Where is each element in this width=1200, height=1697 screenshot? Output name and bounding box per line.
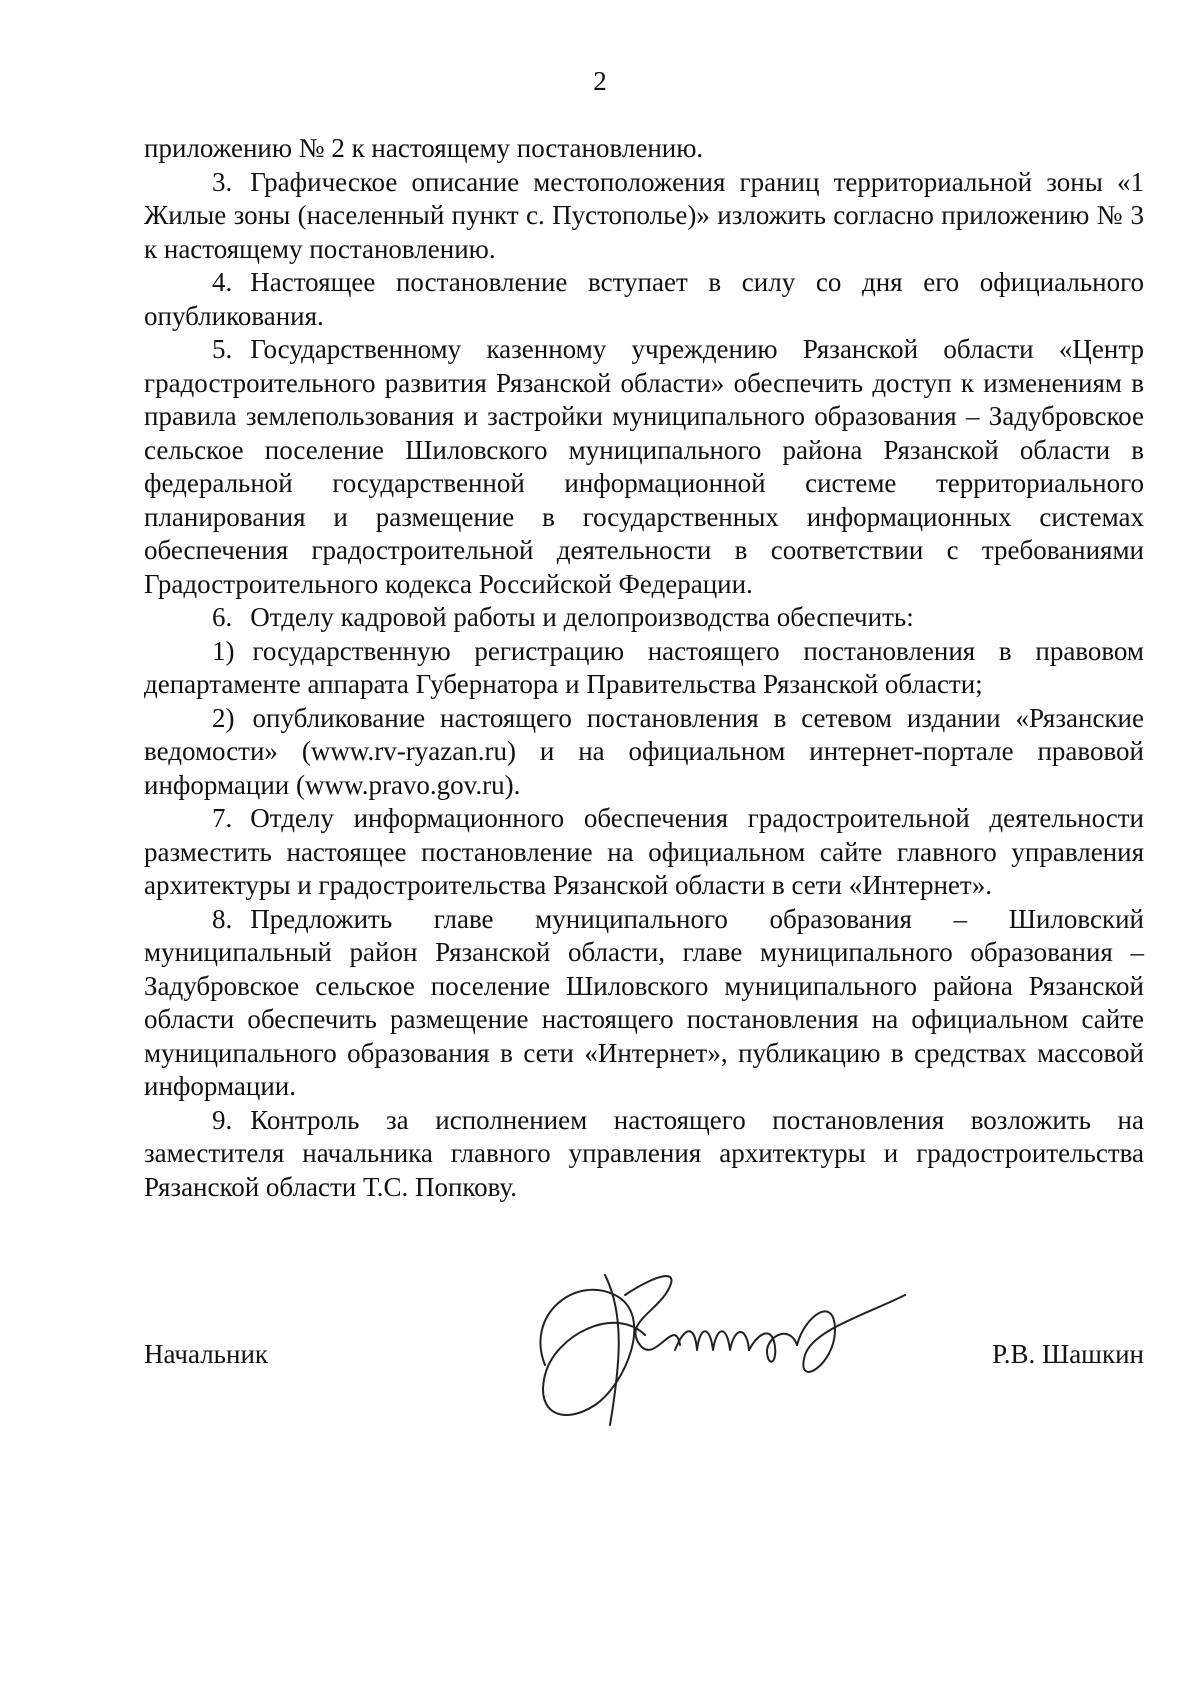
paragraph-number: 2) (212, 702, 235, 733)
paragraph-4 (144, 266, 1144, 333)
paragraph-number: 1) (212, 635, 235, 666)
paragraph-text: государственную регистрацию настоящего постановления в правовом департаменте аппарата Губернатора и Правительства Рязанской области; (144, 635, 1144, 699)
paragraph-5 (144, 333, 1144, 601)
paragraph-text: Предложить главе муниципального образования – Шиловский муниципальный район Рязанской области, главе муниципального образования – Задубровское сельское поселение Шиловского муниципального района Рязанской области обеспечить размещение настоящего постановления на официальном сайте муниципального образования в сети «Интернет», публикацию в средствах массовой информации. (144, 903, 1144, 1101)
paragraph-9 (144, 1104, 1144, 1205)
paragraph-6 (144, 601, 1144, 635)
paragraph-text: Государственному казенному учреждению Рязанской области «Центр градостроительного развития Рязанской области» обеспечить доступ к изменениям в правила землепользования и застройки муниципального образования – Задубровское сельское поселение Шиловского муниципального района Рязанской области в федеральной государственной информационной системе территориального планирования и размещение в государственных информационных системах обеспечения градостроительной деятельности в соответствии с требованиями Градостроительного кодекса Российской Федерации. (144, 334, 1144, 599)
paragraph-continuation (144, 132, 1144, 166)
paragraph-text: Контроль за исполнением настоящего постановления возложить на заместителя начальника главного управления архитектуры и градостроительства Рязанской области Т.С. Попкову. (144, 1104, 1144, 1202)
paragraph-number: 7. (212, 803, 233, 833)
paragraph-text: приложению № 2 к настоящему постановлению. (144, 133, 704, 163)
paragraph-text: Отделу кадровой работы и делопроизводства обеспечить: (250, 602, 914, 632)
paragraph-8 (144, 903, 1144, 1104)
page-number: 2 (593, 66, 607, 96)
paragraph-number: 6. (212, 602, 233, 632)
paragraph-text: опубликование настоящего постановления в сетевом издании «Рязанские ведомости» (www.rv-ryazan.ru) и на официальном интернет-портале правовой информации (www.pravo.gov.ru). (144, 702, 1144, 800)
document-body (144, 132, 1144, 1204)
paragraph-text: Настоящее постановление вступает в силу со дня его официального опубликования. (144, 267, 1144, 331)
subparagraph-2 (144, 702, 1144, 803)
paragraph-number: 9. (212, 1104, 233, 1135)
signature-block (144, 1338, 1144, 1378)
signatory-title: Начальник (144, 1339, 269, 1369)
paragraph-text: Отделу информационного обеспечения градостроительной деятельности разместить настоящее постановление на официальном сайте главного управления архитектуры и градостроительства Рязанской области в сети «Интернет». (144, 803, 1144, 900)
paragraph-number: 8. (212, 903, 233, 934)
paragraph-3 (144, 166, 1144, 267)
paragraph-number: 5. (212, 334, 233, 364)
paragraph-text: Графическое описание местоположения границ территориальной зоны «1 Жилые зоны (населенный пункт с. Пустополье)» изложить согласно приложению № 3 к настоящему постановлению. (144, 166, 1144, 264)
paragraph-7 (144, 802, 1144, 903)
signatory-name: Р.В. Шашкин (992, 1339, 1144, 1369)
paragraph-number: 4. (212, 267, 233, 297)
paragraph-number: 3. (212, 166, 233, 197)
subparagraph-1 (144, 635, 1144, 702)
